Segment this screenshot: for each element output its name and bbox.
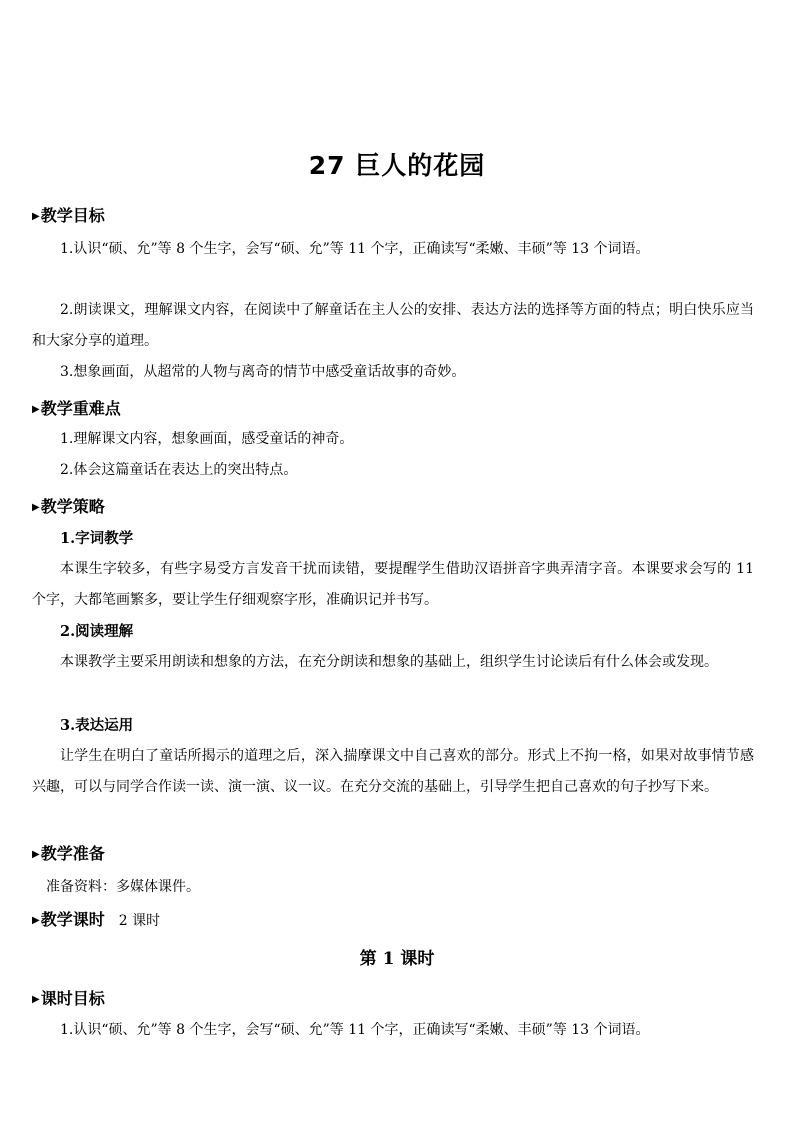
strategy-sub-text-3: 让学生在明白了童话所揭示的道理之后，深入揣摩课文中自己喜欢的部分。形式上不拘一格，如果对故事情节感兴趣，可以与同学合作读一读、演一演、议一议。在充分交流的基础上，引导学生把自己喜欢的句子抄写下来。 xyxy=(32,748,754,795)
lesson-1-heading: 第 1 课时 xyxy=(359,949,435,969)
strategy-sub-title-2: 2.阅读理解 xyxy=(60,623,134,640)
section-heading-key-points: ▶教学重难点 xyxy=(32,399,121,418)
triangle-marker-icon: ▶ xyxy=(32,994,40,1005)
goal-item-3: 3.想象画面，从超常的人物与离奇的情节中感受童话故事的奇妙。 xyxy=(60,364,466,380)
section-heading-strategy: ▶教学策略 xyxy=(32,497,105,516)
lesson-goal-item-1: 1.认识“硕、允”等 8 个生字，会写“硕、允”等 11 个字，正确读写“柔嫩、丰硕”等 13 个词语。 xyxy=(60,1022,650,1038)
page-title: 27 巨人的花园 xyxy=(308,151,486,180)
strategy-sub-text-1: 本课生字较多，有些字易受方言发音干扰而读错，要提醒学生借助汉语拼音字典弄清字音。本课要求会写的 11 个字，大都笔画繁多，要让学生仔细观察字形，准确识记并书写。 xyxy=(32,561,754,608)
section-heading-periods: ▶教学课时 2 课时 xyxy=(32,910,161,929)
triangle-marker-icon: ▶ xyxy=(32,502,40,513)
preparation-text: 准备资料：多媒体课件。 xyxy=(46,879,200,895)
triangle-marker-icon: ▶ xyxy=(32,211,40,222)
strategy-sub-title-1: 1.字词教学 xyxy=(60,530,134,547)
key-point-item-1: 1.理解课文内容，想象画面，感受童话的神奇。 xyxy=(60,431,354,447)
strategy-sub-title-3: 3.表达运用 xyxy=(60,717,134,734)
triangle-marker-icon: ▶ xyxy=(32,915,40,926)
key-point-item-2: 2.体会这篇童话在表达上的突出特点。 xyxy=(60,462,298,478)
section-heading-preparation: ▶教学准备 xyxy=(32,844,105,863)
periods-value: 2 课时 xyxy=(118,913,161,929)
section-heading-lesson-goals: ▶课时目标 xyxy=(32,989,105,1008)
goal-item-2: 2.朗读课文，理解课文内容，在阅读中了解童话在主人公的安排、表达方法的选择等方面的特点；明白快乐应当和大家分享的道理。 xyxy=(32,302,754,349)
triangle-marker-icon: ▶ xyxy=(32,849,40,860)
goal-item-1: 1.认识“硕、允”等 8 个生字，会写“硕、允”等 11 个字，正确读写“柔嫩、丰硕”等 13 个词语。 xyxy=(60,241,650,257)
strategy-sub-text-2: 本课教学主要采用朗读和想象的方法，在充分朗读和想象的基础上，组织学生讨论读后有什么体会或发现。 xyxy=(60,654,718,670)
triangle-marker-icon: ▶ xyxy=(32,404,40,415)
section-heading-goals: ▶教学目标 xyxy=(32,206,105,225)
